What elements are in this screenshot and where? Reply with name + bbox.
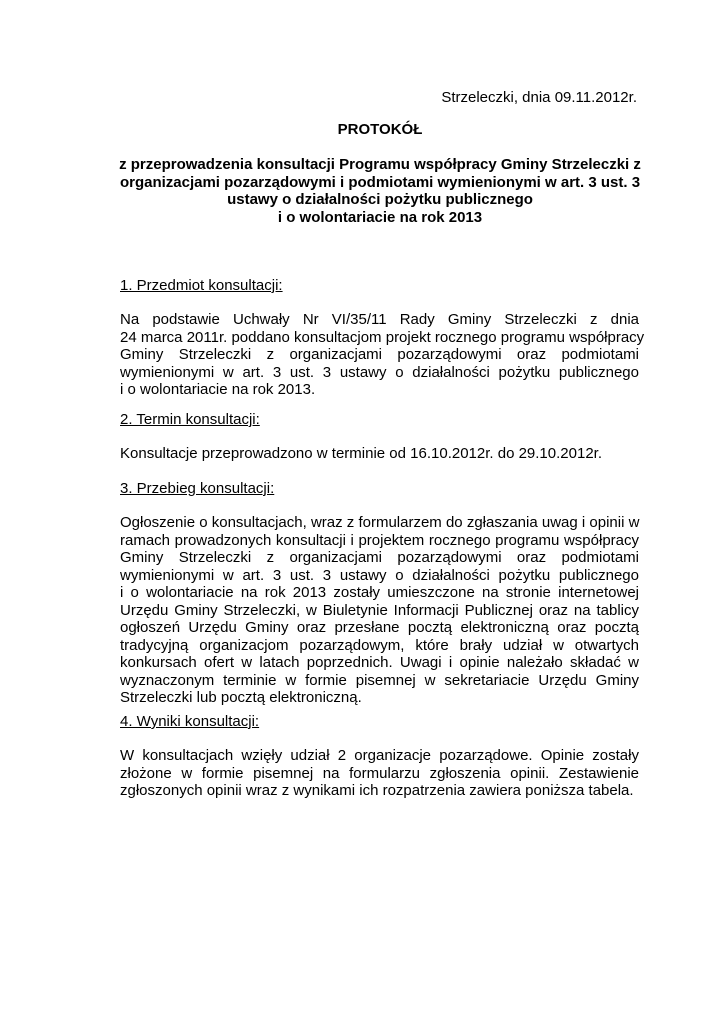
subtitle-line: ustawy o działalności pożytku publicznego [227, 191, 533, 208]
text-line: i o wolontariacie na rok 2013. [120, 381, 316, 398]
section-body-course [120, 514, 639, 707]
text-line: Konsultacje przeprowadzono w terminie od 16.10.2012r. do 29.10.2012r. [120, 445, 602, 462]
section-body-results [120, 747, 639, 800]
text-line: W konsultacjach wzięły udział 2 organizacje pozarządowe. Opinie zostały [120, 747, 639, 764]
section-body-term [120, 445, 639, 463]
text-line: Gminy Strzeleczki z organizacjami pozarządowymi oraz podmiotami [120, 346, 639, 363]
text-line: tradycyjną organizacjom pozarządowym, które brały udział w otwartych [120, 636, 639, 654]
document-subtitle [118, 156, 642, 226]
subtitle-line: i o wolontariacie na rok 2013 [277, 208, 483, 226]
subtitle-line: organizacjami pozarządowymi i podmiotami wymienionymi w art. 3 ust. 3 [119, 173, 641, 191]
text-line: Na podstawie Uchwały Nr VI/35/11 Rady Gminy Strzeleczki z dnia [120, 311, 639, 328]
text-line: Ogłoszenie o konsultacjach, wraz z formularzem do zgłaszania uwag i opinii w [120, 514, 640, 531]
text-line: złożone w formie pisemnej na formularzu zgłoszenia opinii. Zestawienie [120, 764, 639, 782]
text-line: i o wolontariacie na rok 2013 zostały umieszczone na stronie internetowej [120, 584, 639, 601]
section-heading-results: 4. Wyniki konsultacji: [120, 713, 260, 730]
text-line: wyznaczonym terminie w formie pisemnej w sekretariacie Urzędu Gminy [120, 671, 639, 689]
text-line: 24 marca 2011r. poddano konsultacjom projekt rocznego programu współpracy [120, 328, 645, 346]
text-line: Gminy Strzeleczki z organizacjami pozarządowymi oraz podmiotami [120, 549, 639, 566]
document-title: PROTOKÓŁ [337, 121, 423, 138]
section-heading-subject: 1. Przedmiot konsultacji: [120, 277, 283, 294]
text-line: wymienionymi w art. 3 ust. 3 ustawy o działalności pożytku publicznego [120, 566, 639, 584]
text-line: ramach prowadzonych konsultacji i projektem rocznego programu współpracy [120, 531, 639, 549]
section-heading-course: 3. Przebieg konsultacji: [120, 480, 275, 497]
text-line: ogłoszeń Urzędu Gminy oraz przesłane pocztą elektroniczną oraz pocztą [120, 619, 639, 636]
section-body-subject [120, 311, 645, 399]
section-heading-term: 2. Termin konsultacji: [120, 411, 260, 428]
subtitle-line: z przeprowadzenia konsultacji Programu współpracy Gminy Strzeleczki z [119, 156, 641, 173]
text-line: konkursach ofert w latach poprzednich. Uwagi i opinie należało składać w [120, 654, 639, 671]
text-line: zgłoszonych opinii wraz z wynikami ich rozpatrzenia zawiera poniższa tabela. [120, 782, 634, 799]
place-date: Strzeleczki, dnia 09.11.2012r. [441, 89, 637, 106]
text-line: Strzeleczki lub pocztą elektroniczną. [120, 689, 362, 706]
text-line: wymienionymi w art. 3 ust. 3 ustawy o działalności pożytku publicznego [120, 363, 639, 381]
text-line: Urzędu Gminy Strzeleczki, w Biuletynie Informacji Publicznej oraz na tablicy [120, 601, 639, 619]
